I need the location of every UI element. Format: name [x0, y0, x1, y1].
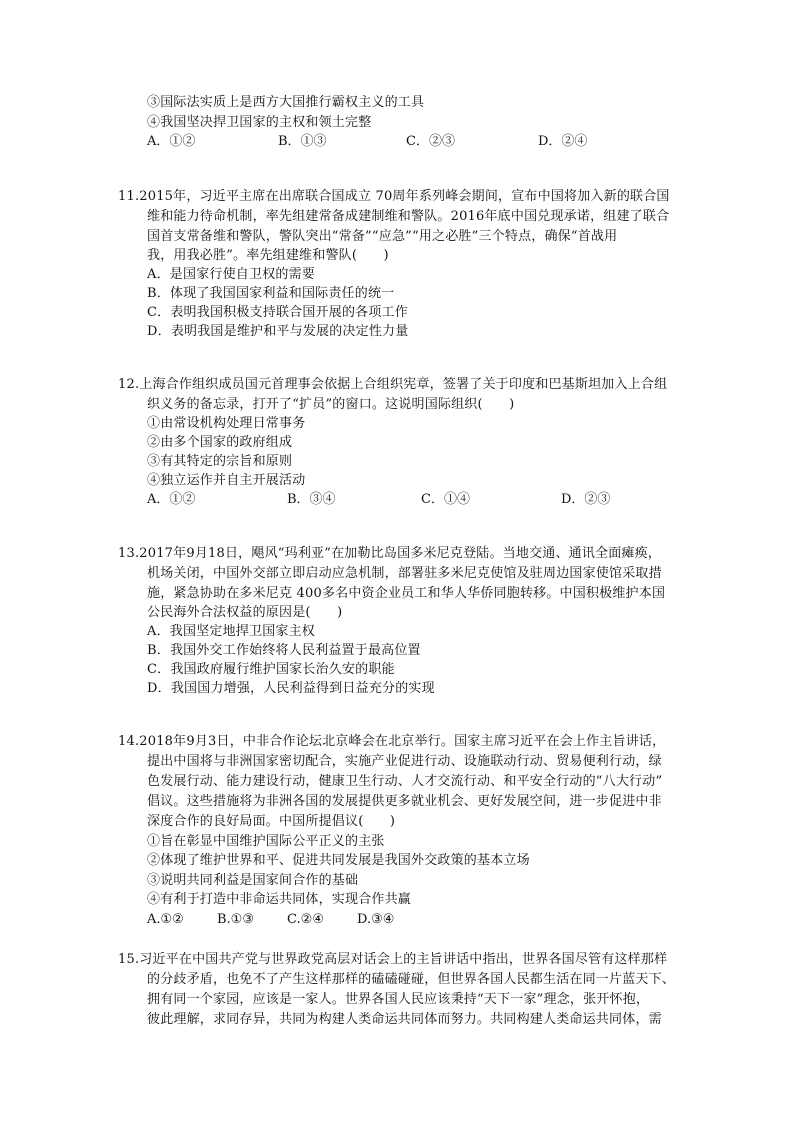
- answer-options: [147, 132, 647, 152]
- question-stem-line: 15.习近平在中国共产党与世界政党高层对话会上的主旨讲话中指出，世界各国尽管有这样那样: [118, 952, 668, 967]
- choice-c: C．我国政府履行维护国家长治久安的职能: [147, 662, 395, 677]
- option-a: A.①②: [147, 912, 184, 927]
- question-item: ①旨在彰显中国维护国际公平正义的主张: [147, 834, 385, 849]
- question-item: ③国际法实质上是西方大国推行霸权主义的工具: [147, 95, 425, 110]
- question-item: ③说明共同利益是国家间合作的基础: [147, 873, 359, 888]
- option-d: D．②④: [538, 134, 588, 149]
- choice-b: B．体现了我国国家利益和国际责任的统一: [147, 286, 395, 301]
- choice-b: B．我国外交工作始终将人民利益置于最高位置: [147, 643, 421, 658]
- question-item: ③有其特定的宗旨和原则: [147, 454, 293, 469]
- option-c: C．①④: [421, 492, 470, 507]
- question-item: ④独立运作并自主开展活动: [147, 473, 306, 488]
- question-stem-line: 维和能力待命机制，率先组建常备成建制维和警队。2016年底中国兑现承诺，组建了联合: [147, 209, 670, 224]
- option-d: D.③④: [357, 912, 395, 927]
- option-b: B.①③: [217, 912, 254, 927]
- option-d: D．②③: [561, 492, 611, 507]
- question-item: ②由多个国家的政府组成: [147, 435, 293, 450]
- question-stem-line: 14.2018年9月3日，中非合作论坛北京峰会在北京举行。国家主席习近平在会上作主旨讲话，: [118, 734, 666, 749]
- choice-a: A．我国坚定地捍卫国家主权: [147, 624, 315, 639]
- option-c: C.②④: [287, 912, 324, 927]
- question-stem-line: 的分歧矛盾，也免不了产生这样那样的磕磕碰碰，但世界各国人民都生活在同一片蓝天下、: [147, 972, 676, 987]
- question-stem-line: 施，紧急协助在多米尼克 400多名中资企业员工和华人华侨同胞转移。中国积极维护本国: [147, 586, 666, 601]
- option-b: B．③④: [287, 492, 336, 507]
- choice-d: D．我国国力增强，人民利益得到日益充分的实现: [147, 681, 435, 696]
- answer-options: [147, 490, 647, 510]
- question-stem-line: 彼此理解，求同存异，共同为构建人类命运共同体而努力。共同构建人类命运共同体，需: [147, 1012, 662, 1027]
- question-stem-line: 13.2017年9月18日，飓风“玛利亚”在加勒比岛国多米尼克登陆。当地交通、通讯全面瘫痪，: [118, 546, 662, 561]
- option-a: A．①②: [147, 134, 196, 149]
- question-stem-line: 机场关闭，中国外交部立即启动应急机制，部署驻多米尼克使馆及驻周边国家使馆采取措: [147, 566, 662, 581]
- question-stem-line: 我，用我必胜”。率先组建维和警队( ): [147, 248, 389, 263]
- option-a: A．①②: [147, 492, 196, 507]
- question-item: ④有利于打造中非命运共同体，实现合作共赢: [147, 892, 412, 907]
- question-stem-line: 12.上海合作组织成员国元首理事会依据上合组织宪章，签署了关于印度和巴基斯坦加入上合组: [118, 377, 668, 392]
- question-stem-line: 织义务的备忘录，打开了“扩员”的窗口。这说明国际组织( ): [147, 397, 515, 412]
- question-stem-line: 深度合作的良好局面。中国所提倡议( ): [147, 814, 396, 829]
- question-stem-line: 提出中国将与非洲国家密切配合，实施产业促进行动、设施联动行动、贸易便利行动，绿: [147, 754, 662, 769]
- question-item: ②体现了维护世界和平、促进共同发展是我国外交政策的基本立场: [147, 853, 530, 868]
- question-stem-line: 倡议。这些措施将为非洲各国的发展提供更多就业机会、更好发展空间，进一步促进中非: [147, 794, 662, 809]
- question-item: ④我国坚决捍卫国家的主权和领土完整: [147, 115, 372, 130]
- option-b: B．①③: [278, 134, 327, 149]
- choice-d: D．表明我国是维护和平与发展的决定性力量: [147, 324, 409, 339]
- question-stem-line: 色发展行动、能力建设行动，健康卫生行动、人才交流行动、和平安全行动的“八大行动”: [147, 774, 663, 789]
- question-stem-line: 国首支常备维和警队，警队突出“常备”“应急”“用之必胜”三个特点，确保“首战用: [147, 229, 618, 244]
- question-item: ①由常设机构处理日常事务: [147, 416, 306, 431]
- question-stem-line: 公民海外合法权益的原因是( ): [147, 605, 343, 620]
- choice-c: C．表明我国积极支持联合国开展的各项工作: [147, 305, 408, 320]
- answer-options: [147, 910, 447, 930]
- choice-a: A．是国家行使自卫权的需要: [147, 267, 315, 282]
- option-c: C．②③: [406, 134, 455, 149]
- question-stem-line: 拥有同一个家园，应该是一家人。世界各国人民应该秉持“天下一家”理念，张开怀抱，: [147, 992, 650, 1007]
- question-stem-line: 11.2015年，习近平主席在出席联合国成立 70周年系列峰会期间，宣布中国将加入新的联合国: [118, 189, 670, 204]
